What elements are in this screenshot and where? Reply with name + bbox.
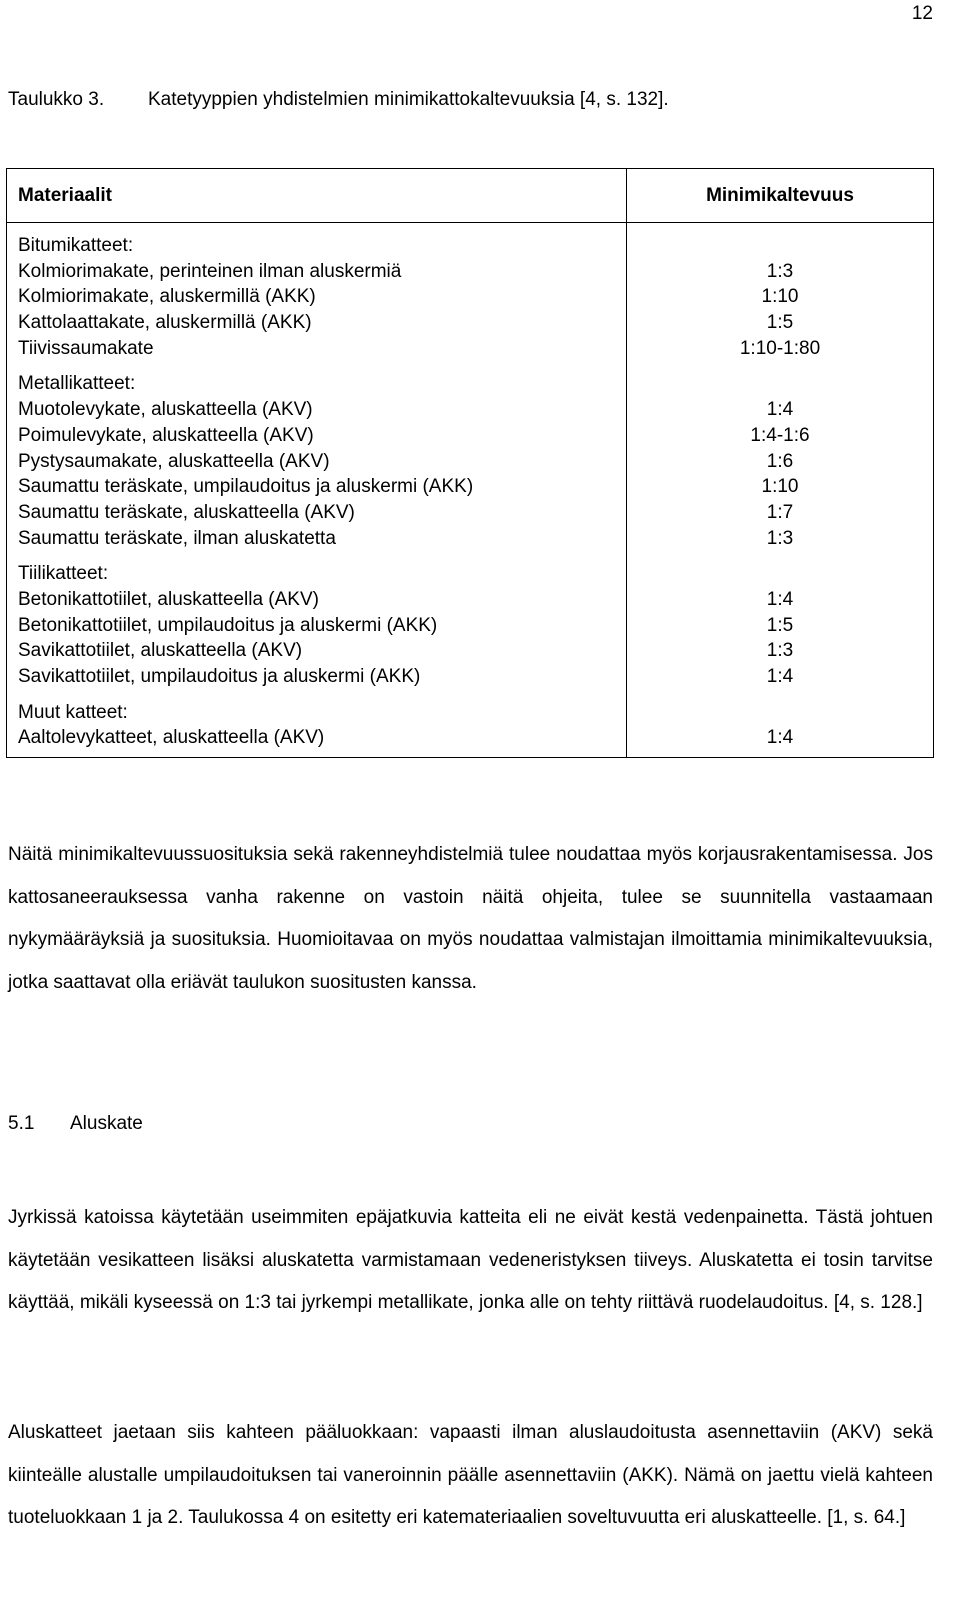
section-heading (8, 1113, 143, 1135)
materials-column (7, 223, 627, 758)
paragraph-underlay-intro: Jyrkissä katoissa käytetään useimmiten epäjatkuvia katteita eli ne eivät kestä vedenpainetta. Tästä johtuen käytetään vesikatteen lisäksi aluskatetta varmistamaan vedeneristyksen tiiveys. Aluskatetta ei tosin tarvitse käyttää, mikäli kyseessä on 1:3 tai jyrkempi metallikate, jonka alle on tehty riittävä ruodelaudoitus. [4, s. 128.] (8, 1207, 933, 1313)
group-spacer (627, 361, 933, 371)
group-title: Metallikatteet: (18, 373, 136, 395)
material-label: Savikattotiilet, aluskatteella (AKV) (18, 640, 303, 662)
group-spacer (18, 551, 626, 561)
material-label: Kolmiorimakate, aluskermillä (AKK) (18, 286, 316, 308)
slope-value: 1:4 (766, 588, 794, 610)
table-caption (8, 89, 669, 111)
header-materials: Materiaalit (7, 169, 627, 223)
slope-value: 1:4-1:6 (750, 424, 810, 446)
group-spacer (18, 223, 626, 233)
section-title: Aluskate (70, 1113, 143, 1134)
page-number: 12 (911, 3, 933, 24)
roof-slope-table (6, 168, 934, 758)
paragraph-repair: Näitä minimikaltevuussuosituksia sekä rakenneyhdistelmiä tulee noudattaa myös korjausrakentamisessa. Jos kattosaneerauksessa vanha rakenne on vastoin näitä ohjeita, tulee se suunnitella vastaamaan nykymääräyksiä ja suosituksia. Huomioitavaa on myös noudattaa valmistajan ilmoittamia minimikaltevuuksia, jotka saattavat olla eriävät taulukon suositusten kanssa. (8, 844, 933, 993)
material-label: Tiivissaumakate (18, 337, 154, 359)
group-spacer (627, 690, 933, 700)
slope-value: 1:10-1:80 (739, 337, 821, 359)
material-label: Saumattu teräskate, ilman aluskatetta (18, 527, 336, 549)
group-spacer (18, 361, 626, 371)
material-label: Pystysaumakate, aluskatteella (AKV) (18, 450, 330, 472)
group-title-spacer (627, 371, 933, 397)
material-label: Kattolaattakate, aluskermillä (AKK) (18, 312, 312, 334)
material-label: Savikattotiilet, umpilaudoitus ja aluskermi (AKK) (18, 666, 421, 687)
material-label: Saumattu teräskate, umpilaudoitus ja aluskermi (AKK) (18, 476, 474, 498)
material-label: Aaltolevykatteet, aluskatteella (AKV) (18, 727, 325, 749)
group-title-spacer (627, 561, 933, 587)
material-label: Poimulevykate, aluskatteella (AKV) (18, 424, 314, 446)
group-title: Bitumikatteet: (18, 235, 134, 256)
material-label: Betonikattotiilet, umpilaudoitus ja aluskermi (AKK) (18, 614, 438, 636)
slopes-column (627, 223, 934, 758)
caption-text: Katetyyppien yhdistelmien minimikattokaltevuuksia [4, s. 132]. (148, 89, 669, 110)
material-label: Saumattu teräskate, aluskatteella (AKV) (18, 501, 355, 523)
paragraph-underlay-classes: Aluskatteet jaetaan siis kahteen pääluokkaan: vapaasti ilman aluslaudoitusta asennettaviin (AKV) sekä kiinteälle alustalle umpilaudoituksen tai vaneroinnin päälle asennettaviin (AKK). Nämä on jaettu vielä kahteen tuoteluokkaan 1 ja 2. Taulukossa 4 on esitetty eri katemateriaalien soveltuvuutta eri aluskatteelle. [1, s. 64.] (8, 1422, 933, 1528)
group-title: Muut katteet: (18, 701, 128, 723)
slope-value: 1:10 (761, 286, 799, 308)
slope-value: 1:5 (766, 614, 794, 636)
slope-value: 1:6 (766, 450, 794, 472)
group-spacer (627, 223, 933, 233)
slope-value: 1:10 (761, 476, 799, 498)
slope-value: 1:3 (766, 260, 794, 282)
group-spacer (627, 551, 933, 561)
section-number: 5.1 (8, 1113, 35, 1134)
group-spacer (18, 690, 626, 700)
slope-value: 1:4 (766, 399, 794, 421)
material-label: Muotolevykate, aluskatteella (AKV) (18, 399, 313, 421)
slope-value: 1:4 (766, 727, 794, 749)
table-body-row (7, 223, 934, 758)
caption-label: Taulukko 3. (8, 89, 105, 110)
slope-value: 1:4 (766, 666, 794, 687)
slope-value: 1:7 (766, 501, 794, 523)
table-header-row (7, 169, 934, 223)
material-label: Betonikattotiilet, aluskatteella (AKV) (18, 588, 319, 610)
group-title-spacer (627, 233, 933, 259)
slope-value: 1:3 (766, 527, 794, 549)
group-title: Tiilikatteet: (18, 563, 109, 585)
slope-value: 1:3 (766, 640, 794, 662)
material-label: Kolmiorimakate, perinteinen ilman aluskermiä (18, 260, 402, 282)
header-min-slope: Minimikaltevuus (627, 169, 934, 223)
group-title-spacer (627, 700, 933, 726)
cell-bottom-pad (18, 751, 626, 757)
slope-value: 1:5 (766, 312, 794, 334)
